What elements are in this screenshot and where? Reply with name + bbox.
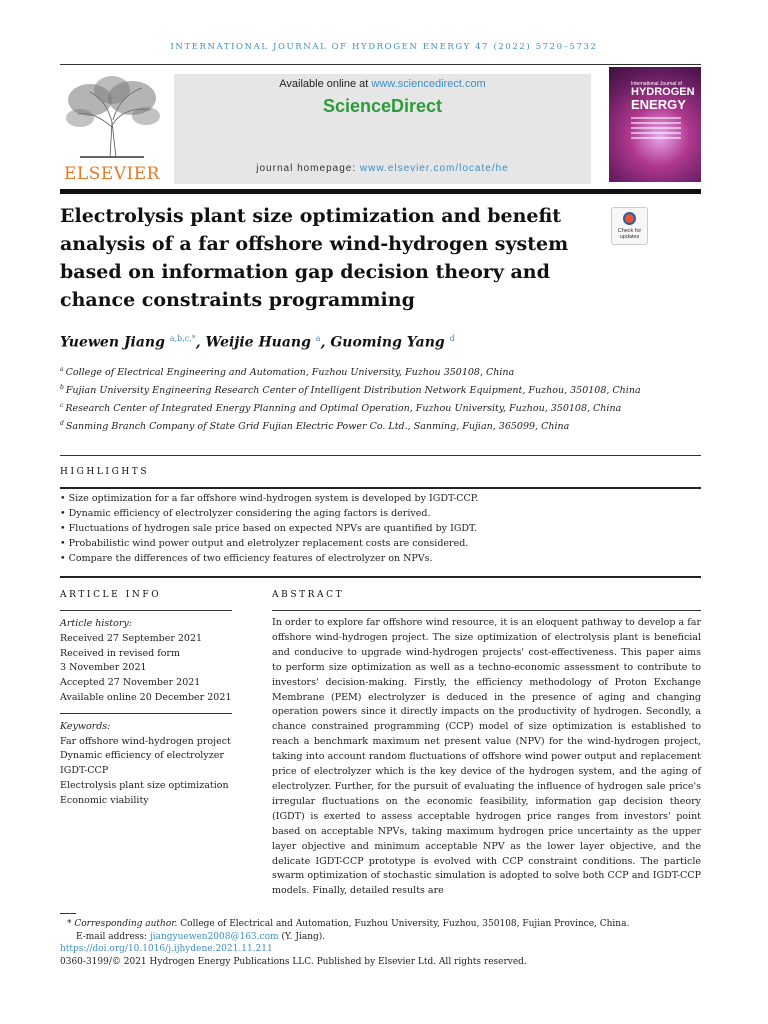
abstract-heading: ABSTRACT [272, 590, 345, 600]
sciencedirect-link[interactable]: www.sciencedirect.com [371, 78, 486, 90]
history-item: Received 27 September 2021 [60, 632, 203, 644]
history-item: Available online 20 December 2021 [60, 691, 232, 703]
header-rule [60, 64, 701, 65]
keywords-divider [60, 706, 232, 714]
article-info-heading: ARTICLE INFO [60, 590, 162, 600]
sciencedirect-banner [174, 74, 591, 184]
check-updates-label: Check for updates [617, 228, 642, 240]
cover-line-2: HYDROGEN [631, 86, 695, 98]
elsevier-wordmark: ELSEVIER [64, 164, 160, 184]
highlight-item: • Dynamic efficiency of electrolyzer considering the aging factors is derived. [60, 508, 431, 519]
check-updates-icon [623, 212, 636, 225]
highlights-bottom-rule [60, 576, 701, 578]
abstract-text: In order to explore far offshore wind resource, it is an eloquent pathway to develop a far offshore wind-hydrogen project. The size optimization of electrolysis plant is beneficial and conducive to upgrade wind-hydrogen projects' cost-effectiveness. This paper aims to perform size optimization as well as a techno-economic assessment to contribute to investors' decision-making. Firstly, the efficiency methodology of Proton Exchange Membrane (PEM) electrolyzer is deduced in the presence of aging and changing operation powers since it directly impacts on the productivity of hydrogen. Secondly, a chance constrained programming (CCP) model of size optimization is established to reach a benchmark maximum net present value (NPV) for the wind-hydrogen project, taking into account random fluctuations of offshore wind power output and replacement price of electrolyzer which is the key device of the hydrogen system, and the aging of electrolyzer. Further, for the pursuit of evaluating the influence of hydrogen sale price's irregular fluctuations on the economic feasibility, information gap decision theory (IGDT) is exerted to assess acceptable hydrogen price ranges from investors' point based on acceptable NPVs, taking maximum hydrogen price uncertainty as the upper layer objective and minimum acceptable NPV as the lower layer objective, and the delicate IGDT-CCP prototype is evolved with CCP constraint conditions. The particle swarm optimization of stochastic simulation is adopted to solve both CCP and IGDT-CCP models. Finally, detailed results are [272, 617, 701, 897]
highlights-list [60, 491, 660, 566]
cover-line-1: International Journal of [631, 81, 682, 87]
available-online: Available online at www.sciencedirect.com [279, 78, 486, 90]
author-name[interactable]: Guoming Yang [330, 334, 445, 351]
highlight-item: • Compare the differences of two efficiency features of electrolyzer on NPVs. [60, 553, 433, 564]
history-label: Article history: [60, 618, 132, 629]
author-list: Yuewen Jiang $^{a,b,c,*}$, Weijie Huang $^a$, Guoming Yang $^d$ [60, 334, 455, 351]
check-for-updates-button[interactable] [611, 207, 648, 245]
header-thick-rule [60, 189, 701, 194]
author-affil-marker[interactable]: a,b,c,* [169, 334, 196, 343]
cover-line-3: ENERGY [631, 97, 686, 112]
sciencedirect-logo[interactable]: ScienceDirect [322, 96, 443, 116]
journal-homepage-link[interactable]: www.elsevier.com/locate/he [359, 163, 509, 174]
article-info-rule [60, 610, 232, 611]
footnotes [60, 918, 700, 968]
affiliation-item: $^a$ College of Electrical Engineering and Automation, Fuzhou University, Fuzhou 350108, China [60, 366, 515, 379]
article-title: Electrolysis plant size optimization and benefit analysis of a far offshore wind-hydrogen system based on information gap decision theory and chance constraints programming [60, 205, 569, 311]
article-info [60, 617, 232, 809]
abstract-rule [272, 610, 701, 611]
keyword-item[interactable]: IGDT-CCP [60, 765, 109, 777]
author-name[interactable]: Yuewen Jiang [60, 334, 165, 351]
journal-citation: INTERNATIONAL JOURNAL OF HYDROGEN ENERGY 47 (2022) 5720–5732 [170, 42, 598, 52]
journal-homepage: journal homepage: www.elsevier.com/locate/he [256, 163, 509, 174]
corresponding-author-note: * Corresponding author. College of Electrical and Automation, Fuzhou University, Fuzhou, 350108, Fujian Province, China. [67, 919, 630, 929]
affiliations [60, 362, 660, 435]
history-item: Received in revised form [60, 647, 180, 659]
doi-link[interactable]: https://doi.org/10.1016/j.ijhydene.2021.11.211 [60, 944, 273, 954]
highlight-item: • Size optimization for a far offshore wind-hydrogen system is developed by IGDT-CCP. [60, 493, 479, 504]
highlight-item: • Probabilistic wind power output and eletrolyzer replacement costs are considered. [60, 538, 469, 549]
elsevier-tree-icon [60, 72, 164, 160]
highlight-item: • Fluctuations of hydrogen sale price based on expected NPVs are quantified by IGDT. [60, 523, 477, 534]
affiliation-item: $^b$ Fujian University Engineering Research Center of Intelligent Distribution Network Equipment, Fuzhou, 350108, China [60, 384, 641, 397]
author-name[interactable]: Weijie Huang [205, 334, 311, 351]
email-note: E-mail address: jiangyuewen2008@163.com (Y. Jiang). [76, 931, 326, 942]
section-divider [60, 455, 701, 456]
keywords-label: Keywords: [60, 720, 111, 732]
copyright-notice: 0360-3199/© 2021 Hydrogen Energy Publications LLC. Published by Elsevier Ltd. All rights reserved. [60, 956, 527, 967]
affiliation-item: $^d$ Sanming Branch Company of State Grid Fujian Electric Power Co. Ltd., Sanming, Fujian, 365099, China [60, 420, 570, 433]
keyword-item[interactable]: Far offshore wind-hydrogen project [60, 735, 231, 747]
highlights-top-rule [60, 487, 701, 489]
keyword-item[interactable]: Electrolysis plant size optimization [60, 779, 229, 791]
elsevier-logo[interactable] [60, 72, 164, 184]
footnote-rule [60, 913, 76, 914]
author-affil-marker[interactable]: d [449, 334, 455, 343]
highlights-heading: HIGHLIGHTS [60, 467, 150, 477]
affiliation-item: $^c$ Research Center of Integrated Energy Planning and Optimal Operation, Fuzhou University, Fuzhou, 350108, China [60, 402, 622, 415]
cover-decoration [631, 117, 681, 142]
history-item: Accepted 27 November 2021 [60, 677, 201, 689]
keyword-item[interactable]: Economic viability [60, 794, 149, 806]
author-email-link[interactable]: jiangyuewen2008@163.com [149, 931, 279, 942]
keyword-item[interactable]: Dynamic efficiency of electrolyzer [60, 750, 224, 762]
author-affil-marker[interactable]: a [315, 334, 321, 343]
history-item: 3 November 2021 [60, 662, 147, 674]
journal-cover-image[interactable] [609, 67, 701, 182]
